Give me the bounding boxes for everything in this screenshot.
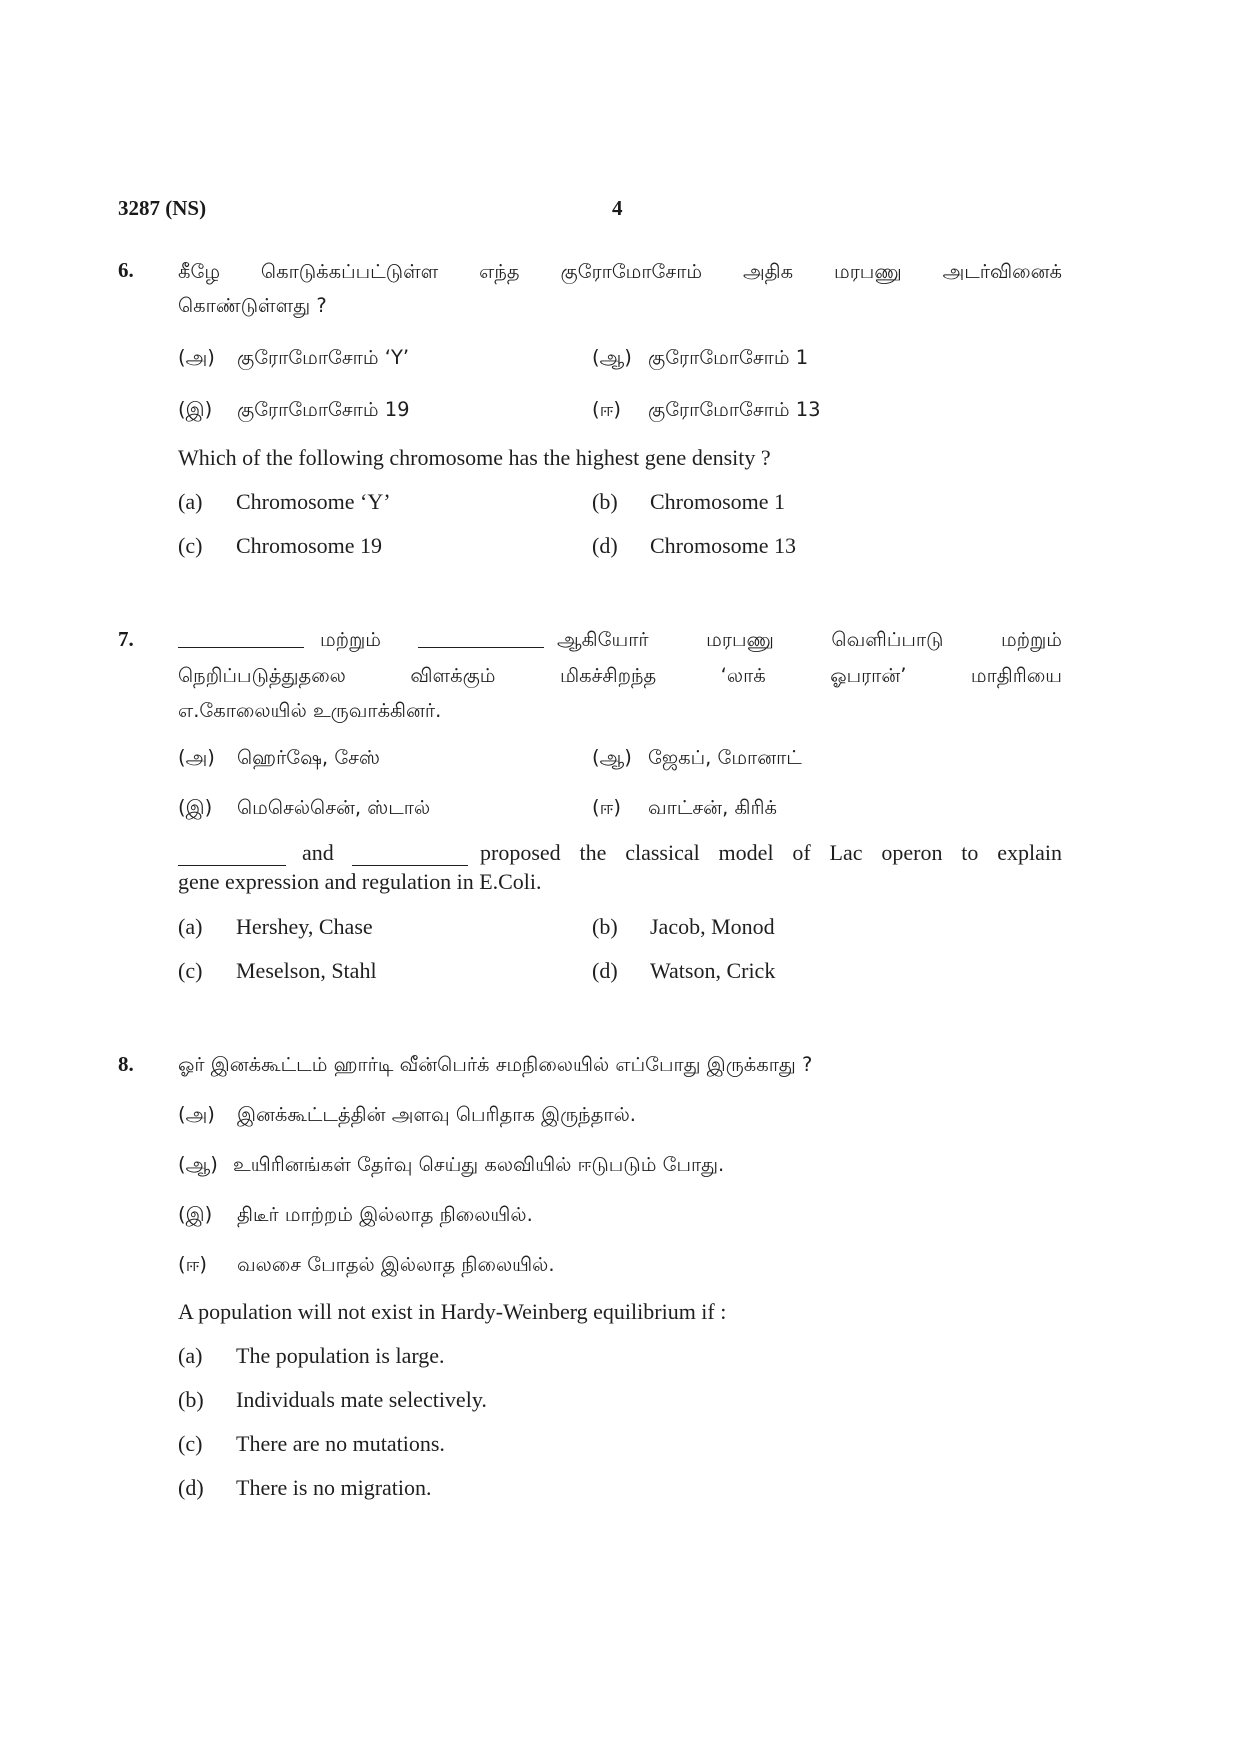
option-label: (ஈ) [592,398,621,421]
question-text-tamil: மற்றும் [320,628,381,651]
question-text-english: gene expression and regulation in E.Coli. [178,869,542,894]
option-label: (d) [592,533,618,558]
option-text: ஜேகப், மோனாட் [648,746,802,769]
option-text: Chromosome 19 [236,533,383,558]
option-label: (இ) [178,796,213,819]
option-label: (b) [178,1387,204,1412]
option-label: (a) [178,489,203,514]
option-label: (ஈ) [178,1253,207,1276]
question-text-english: and [302,840,334,865]
option-text: Hershey, Chase [236,914,373,939]
question-text-english: Which of the following chromosome has the highest gene density ? [178,445,771,470]
page-number: 4 [612,196,623,220]
question-text-tamil: கொண்டுள்ளது ? [178,294,327,317]
option-text: குரோமோசோம் 1 [648,346,809,369]
option-text: வாட்சன், கிரிக் [648,796,777,819]
option-text: உயிரினங்கள் தேர்வு செய்து கலவியில் ஈடுபடும் போது. [233,1153,725,1176]
option-label: (d) [592,958,618,983]
option-label: (a) [178,914,203,939]
option-text: Chromosome ‘Y’ [236,489,391,514]
option-text: Chromosome 13 [650,533,797,558]
option-label: (c) [178,533,203,558]
option-text: The population is large. [236,1343,445,1368]
question-text-tamil: நெறிப்படுத்துதலை விளக்கும் மிகச்சிறந்த ‘லாக் ஓபரான்’ மாதிரியை [178,664,1062,687]
option-label: (b) [592,914,618,939]
option-text: வலசை போதல் இல்லாத நிலையில். [237,1253,555,1276]
option-text: திடீர் மாற்றம் இல்லாத நிலையில். [237,1203,533,1226]
option-label: (d) [178,1475,204,1500]
question-text-english: A population will not exist in Hardy-Weinberg equilibrium if : [178,1299,727,1324]
question-text-tamil: ஓர் இனக்கூட்டம் ஹார்டி வீன்பெர்க் சமநிலையில் எப்போது இருக்காது ? [178,1053,813,1076]
option-label: (a) [178,1343,203,1368]
paper-code: 3287 (NS) [118,196,207,220]
option-label: (c) [178,958,203,983]
question-text-tamil: எ.கோலையில் உருவாக்கினர். [178,699,442,722]
option-text: Individuals mate selectively. [236,1387,487,1412]
option-text: Watson, Crick [650,958,776,983]
option-text: குரோமோசோம் 13 [648,398,821,421]
option-label: (ஆ) [592,746,632,769]
question-text-english: proposed the classical model of Lac operon to explain [480,840,1062,865]
option-text: Chromosome 1 [650,489,786,514]
option-text: Meselson, Stahl [236,958,377,983]
question-text-tamil: ஆகியோர் மரபணு வெளிப்பாடு மற்றும் [557,628,1062,651]
option-text: ஹெர்ஷே, சேஸ் [237,746,380,769]
option-text: குரோமோசோம் 19 [237,398,410,421]
option-text: குரோமோசோம் ‘Y’ [237,346,410,369]
option-label: (அ) [178,746,215,769]
fill-in-blank [178,631,304,648]
option-label: (அ) [178,346,215,369]
fill-in-blank [352,849,468,866]
option-label: (இ) [178,1203,213,1226]
option-label: (c) [178,1431,203,1456]
fill-in-blank [418,631,544,648]
option-label: (அ) [178,1103,215,1126]
option-label: (ஆ) [178,1153,218,1176]
option-label: (ஆ) [592,346,632,369]
fill-in-blank [178,849,286,866]
option-text: இனக்கூட்டத்தின் அளவு பெரிதாக இருந்தால். [237,1103,636,1126]
question-number: 8. [118,1052,134,1076]
option-label: (இ) [178,398,213,421]
question-number: 7. [118,627,134,651]
option-text: There is no migration. [236,1475,432,1500]
option-label: (ஈ) [592,796,621,819]
question-text-tamil: கீழே கொடுக்கப்பட்டுள்ள எந்த குரோமோசோம் அதிக மரபணு அடர்வினைக் [178,260,1062,283]
option-label: (b) [592,489,618,514]
question-number: 6. [118,258,134,282]
option-text: Jacob, Monod [650,914,775,939]
option-text: மெசெல்சென், ஸ்டால் [237,796,431,819]
option-text: There are no mutations. [236,1431,445,1456]
